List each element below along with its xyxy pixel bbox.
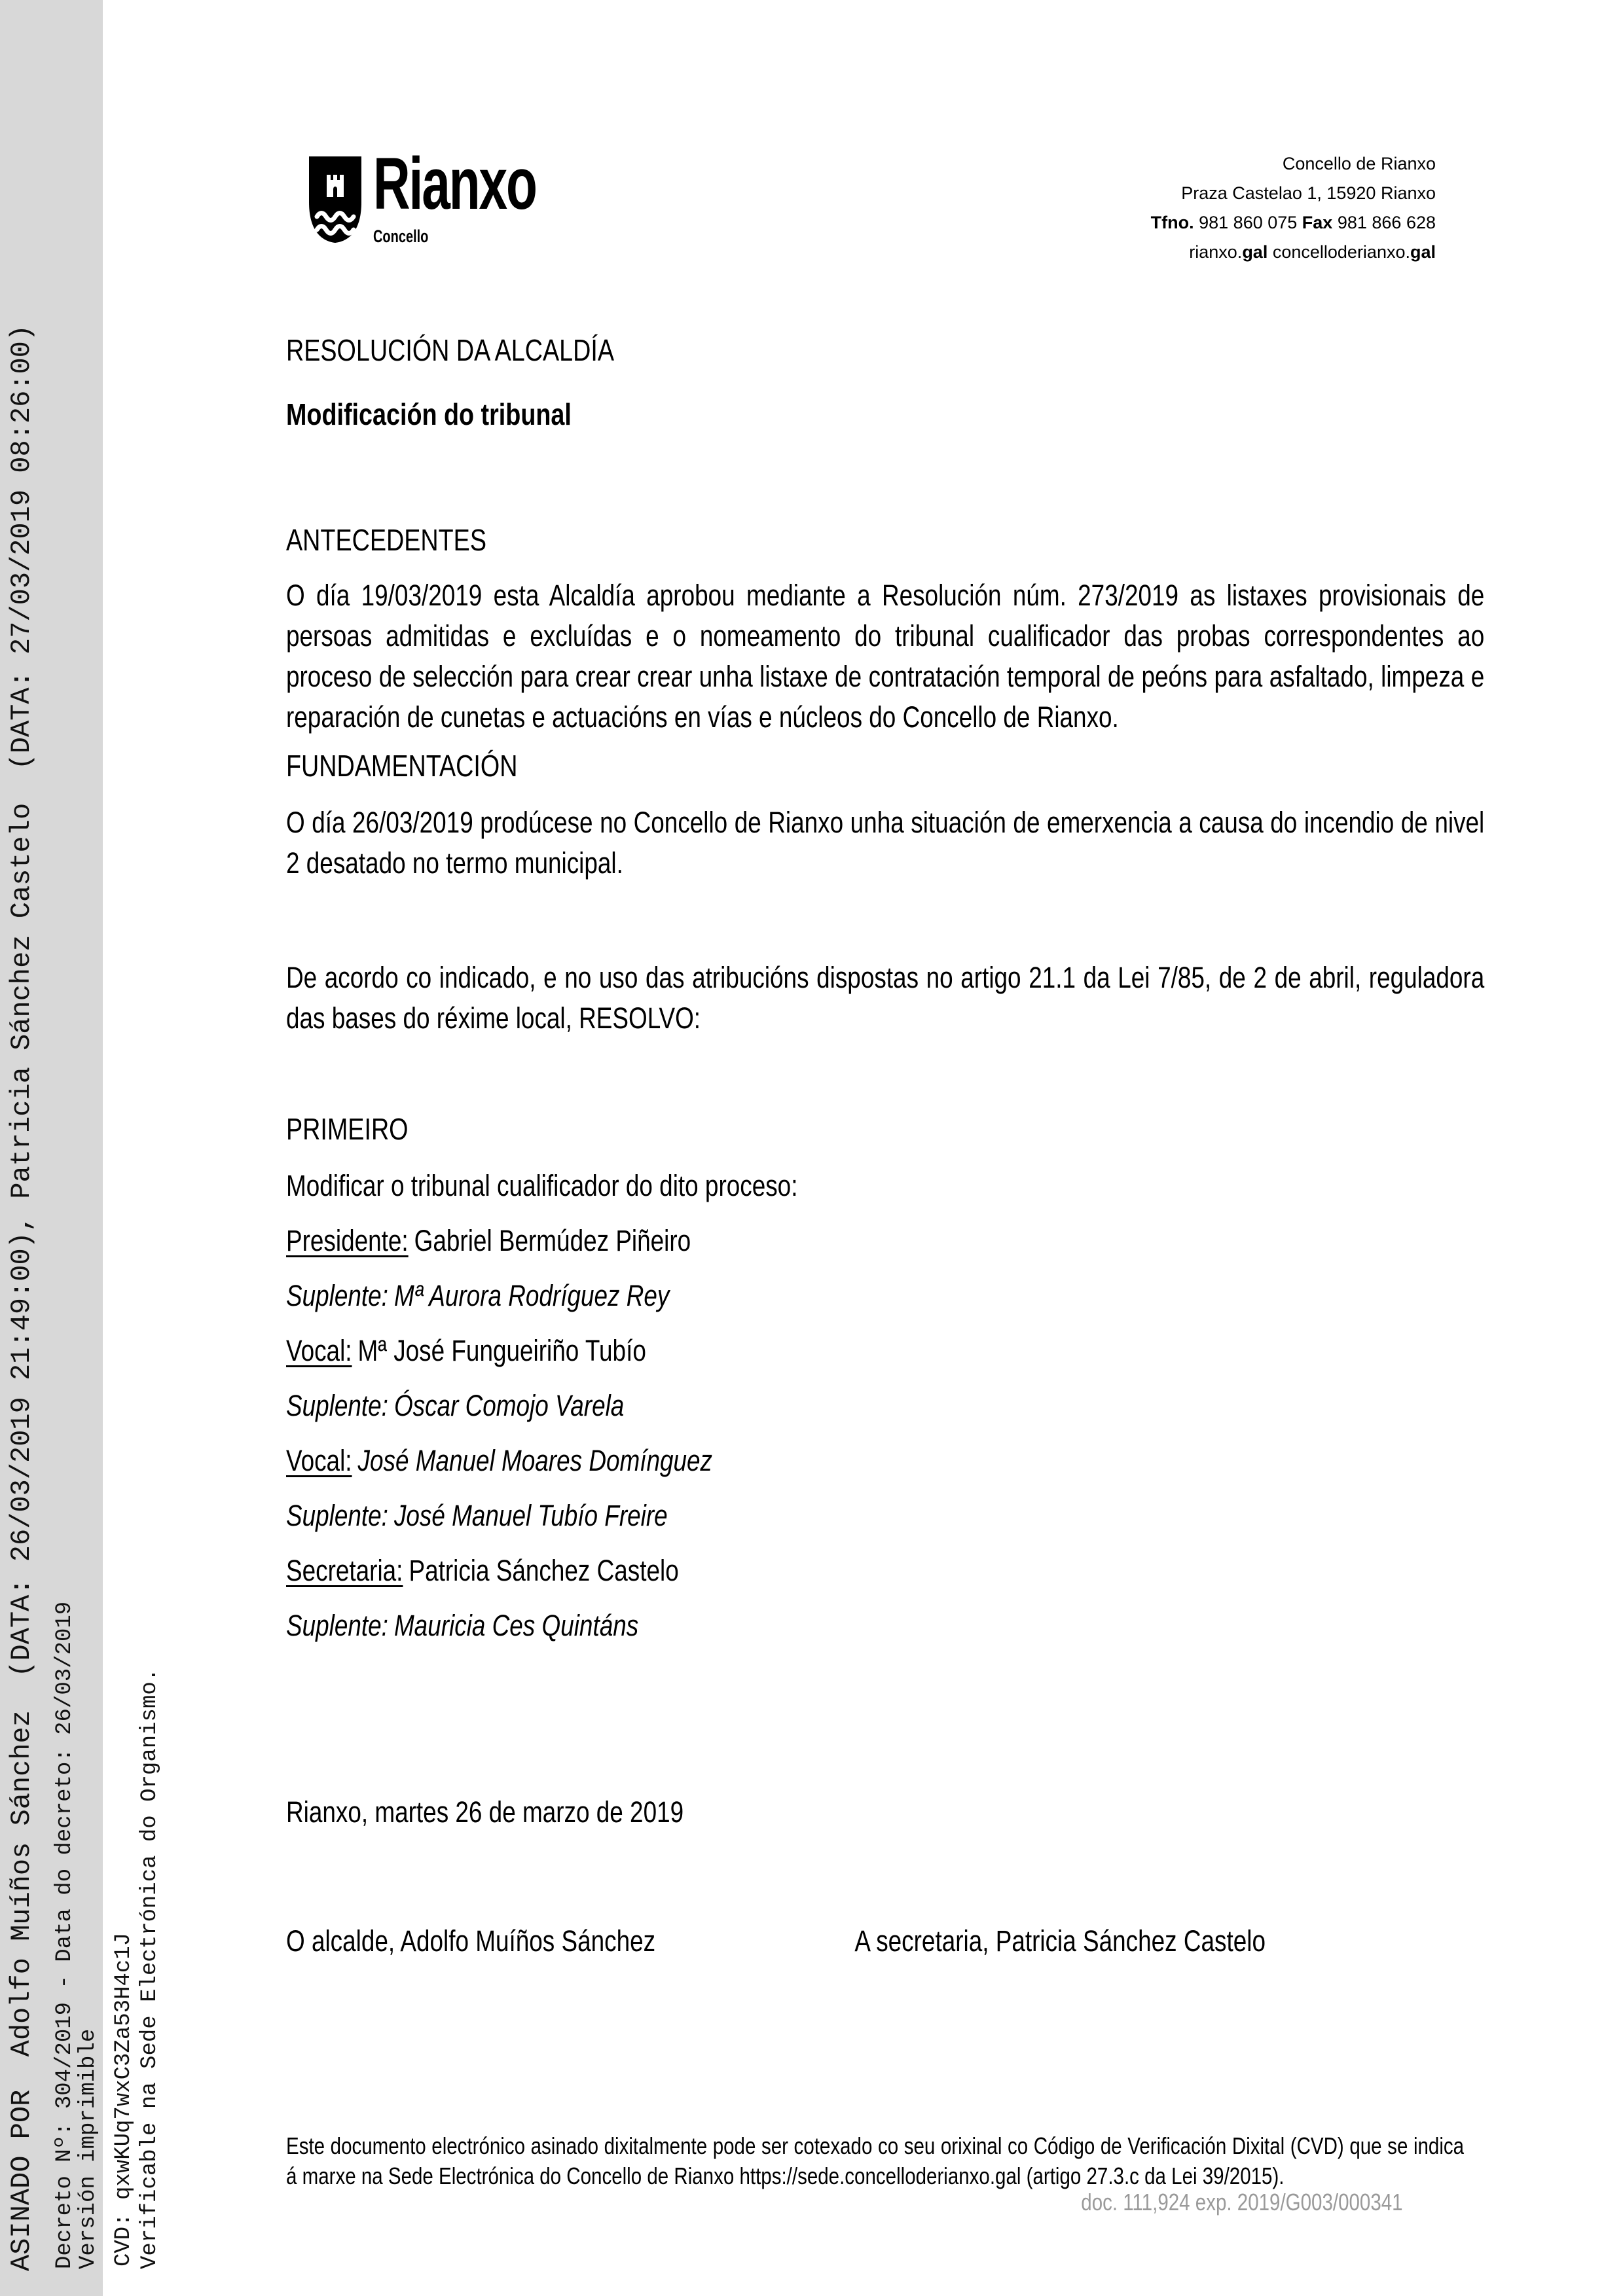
tribunal-row-vocal: [286, 1444, 1484, 1477]
tribunal-row-suplente: [286, 1609, 1484, 1642]
tribunal-role: Secretaria:: [286, 1554, 403, 1587]
tribunal-name: Óscar Comojo Varela: [393, 1389, 625, 1422]
tribunal-role: Vocal:: [286, 1334, 352, 1367]
tribunal-role: Suplente:: [286, 1609, 388, 1642]
primeiro-heading: PRIMEIRO: [286, 1112, 409, 1146]
tribunal-name: Mª José Fungueiriño Tubío: [357, 1334, 646, 1367]
tribunal-role: Vocal:: [286, 1444, 352, 1477]
primeiro-paragraph: Modificar o tribunal cualificador do dito proceso:: [286, 1169, 798, 1202]
doc-reference: doc. 111,924 exp. 2019/G003/000341: [1081, 2189, 1403, 2215]
fax-value: 981 866 628: [1337, 213, 1436, 232]
margin-verifiable-text: Verificable na Sede Electrónica do Organismo.: [137, 1668, 162, 2269]
web-2-tld: gal: [1410, 242, 1436, 262]
tribunal-row-presidente: [286, 1225, 1484, 1257]
contact-phone-fax: [1151, 208, 1436, 238]
tribunal-name: Mauricia Ces Quintáns: [393, 1609, 639, 1642]
tribunal-name: Patricia Sánchez Castelo: [409, 1554, 679, 1587]
web-1-tld: gal: [1242, 242, 1268, 262]
logo-title: Rianxo: [373, 143, 536, 224]
footer-legal-text: Este documento electrónico asinado dixitalmente pode ser cotexado co seu orixinal co Código de Verificación Dixital (CVD) que se indica á marxe na Sede Electrónica do Concello de Rianxo https://sede.concelloderianxo.gal (artigo 27.3.c da Lei 39/2015).: [286, 2132, 1465, 2189]
tribunal-role: Suplente:: [286, 1279, 388, 1312]
logo-text: [373, 143, 606, 247]
web-1: rianxo.: [1189, 242, 1243, 262]
resolution-subtitle: Modificación do tribunal: [286, 397, 572, 431]
fax-label: Fax: [1302, 213, 1333, 232]
margin-cvd-text: CVD: qxwKUq7wxC3Za53H4c1J: [111, 1932, 136, 2267]
rianxo-logo: [308, 143, 606, 247]
margin-version-text: Versión imprimible: [76, 2028, 101, 2269]
contact-websites: [1151, 238, 1436, 267]
tfno-value: 981 860 075: [1199, 213, 1298, 232]
antecedentes-heading: ANTECEDENTES: [286, 523, 487, 557]
margin-signed-by-text: ASINADO POR Adolfo Muíños Sánchez (DATA: 26/03/2019 21:49:00), Patricia Sánchez Castelo (DATA: 27/03/2019 08:26:00): [6, 324, 37, 2271]
letterhead-contact: [1151, 149, 1436, 267]
logo-subtitle: Concello: [373, 226, 429, 247]
web-2: concelloderianxo.: [1272, 242, 1410, 262]
tribunal-name: José Manuel Tubío Freire: [393, 1499, 668, 1532]
tribunal-name: Gabriel Bermúdez Piñeiro: [414, 1224, 691, 1257]
tribunal-row-suplente: [286, 1499, 1484, 1532]
margin-decree-text: Decreto Nº: 304/2019 - Data do decreto: 26/03/2019: [52, 1601, 77, 2269]
tribunal-role: Presidente:: [286, 1224, 409, 1257]
tribunal-row-suplente: [286, 1390, 1484, 1422]
tribunal-row-suplente: [286, 1280, 1484, 1312]
contact-org: Concello de Rianxo: [1282, 154, 1436, 173]
signature-mayor: O alcalde, Adolfo Muíños Sánchez: [286, 1924, 656, 1958]
shield-castle-waves-icon: [308, 155, 363, 247]
resolution-title: RESOLUCIÓN DA ALCALDÍA: [286, 333, 615, 367]
tribunal-row-secretaria: [286, 1554, 1484, 1587]
tribunal-row-vocal: [286, 1335, 1484, 1367]
tfno-label: Tfno.: [1150, 213, 1194, 232]
resolvo-paragraph: De acordo co indicado, e no uso das atribucións dispostas no artigo 21.1 da Lei 7/85, de 2 de abril, reguladora das bases do réxime local, RESOLVO:: [286, 961, 1485, 1035]
date-line: Rianxo, martes 26 de marzo de 2019: [286, 1795, 684, 1829]
tribunal-role: Suplente:: [286, 1389, 388, 1422]
fundamentacion-heading: FUNDAMENTACIÓN: [286, 749, 518, 783]
signature-secretary: A secretaria, Patricia Sánchez Castelo: [854, 1924, 1266, 1958]
fundamentacion-paragraph: O día 26/03/2019 prodúcese no Concello de Rianxo unha situación de emerxencia a causa do incendio de nivel 2 desatado no termo municipal.: [286, 806, 1485, 880]
contact-address: Praza Castelao 1, 15920 Rianxo: [1181, 183, 1436, 203]
tribunal-role: Suplente:: [286, 1499, 388, 1532]
tribunal-name: Mª Aurora Rodríguez Rey: [393, 1279, 670, 1312]
tribunal-name: José Manuel Moares Domínguez: [357, 1444, 713, 1477]
signature-row: [286, 1924, 1484, 1964]
antecedentes-paragraph: O día 19/03/2019 esta Alcaldía aprobou mediante a Resolución núm. 273/2019 as listaxes provisionais de persoas admitidas e excluídas e o nomeamento do tribunal cualificador das probas correspondentes ao proceso de selección para crear crear unha listaxe de contratación temporal de peóns para asfaltado, limpeza e reparación de cunetas e actuacións en vías e núcleos do Concello de Rianxo.: [286, 579, 1485, 734]
